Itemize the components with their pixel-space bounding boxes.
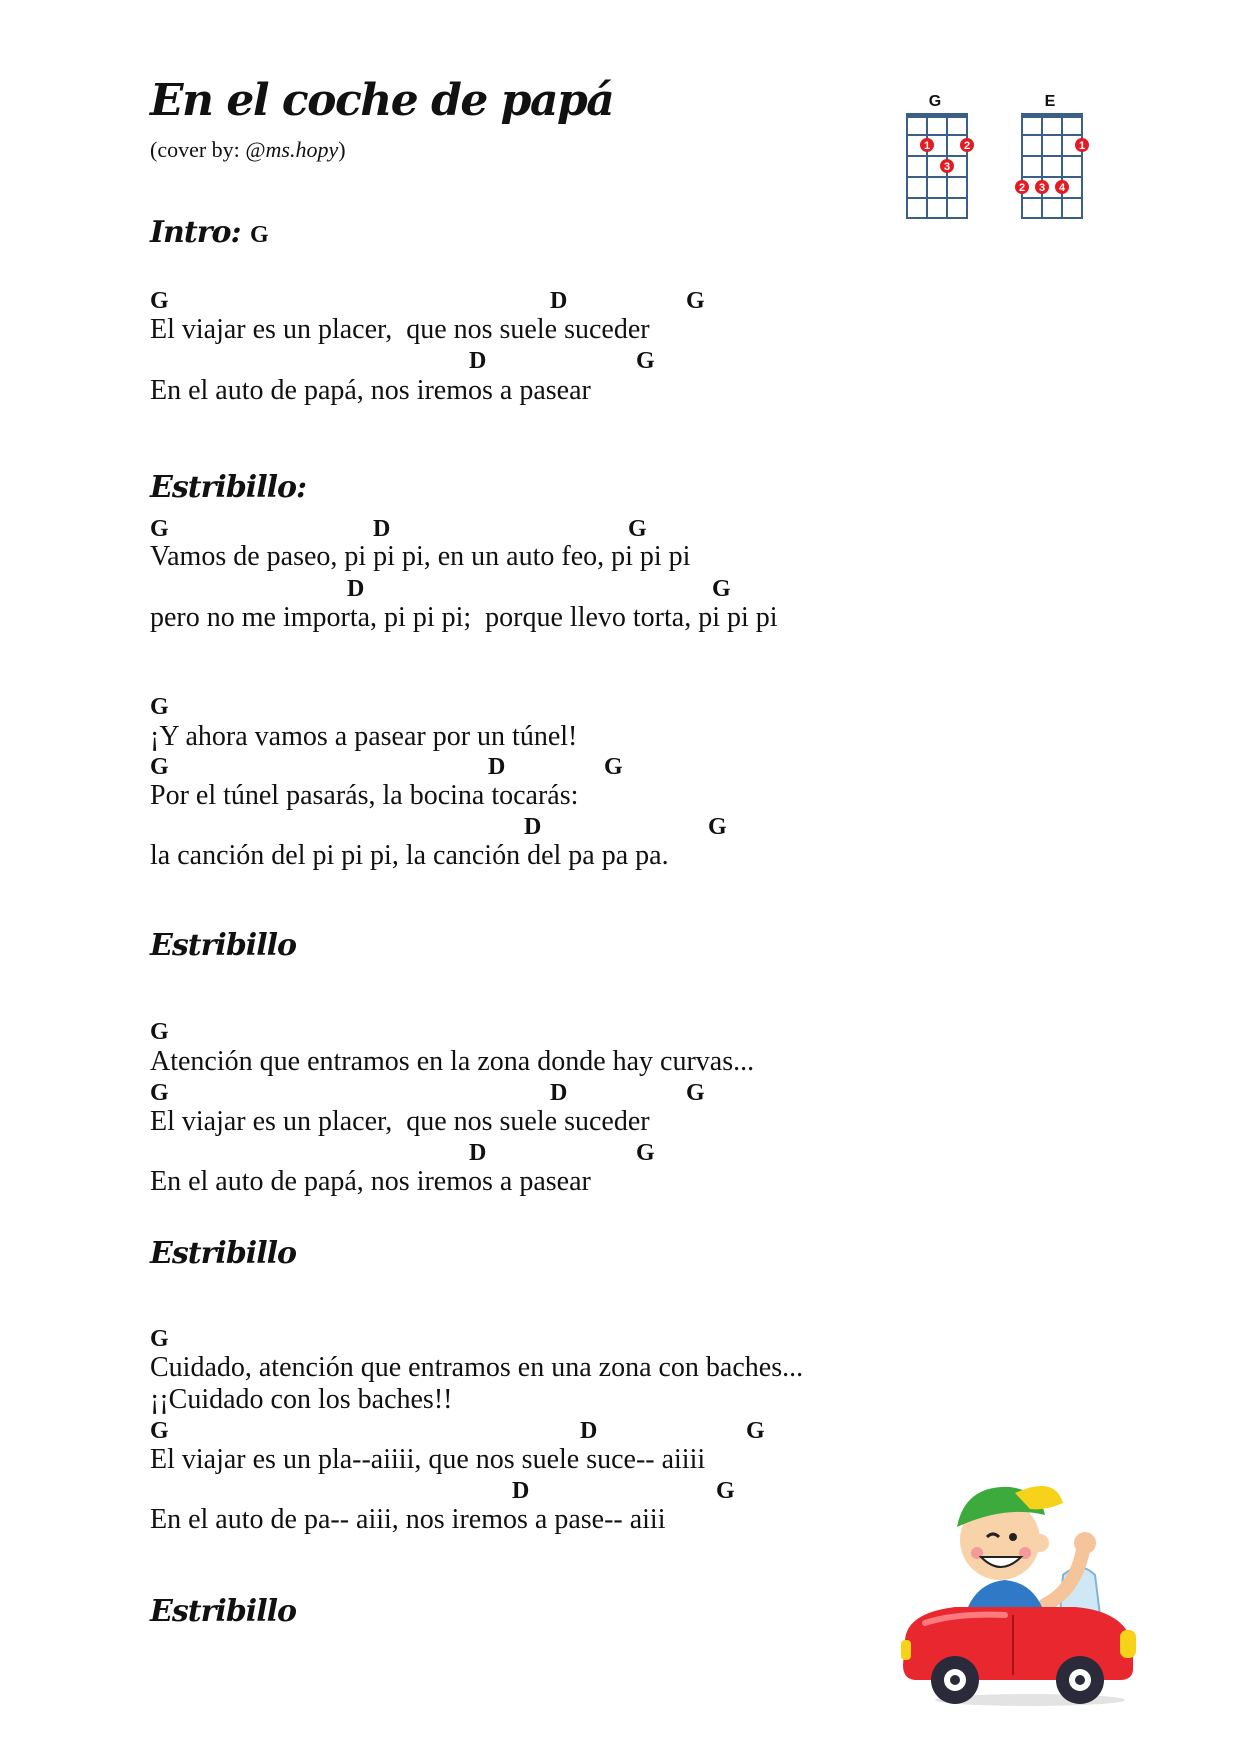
- chord: G: [150, 1019, 169, 1045]
- svg-text:2: 2: [1018, 182, 1026, 194]
- lyric-line: la canción del pi pi pi, la canción del pa pa pa.: [150, 840, 669, 871]
- chord: G: [686, 288, 705, 314]
- chord: G: [604, 754, 623, 780]
- chord-diagram-g: [900, 90, 980, 225]
- cover-credit: (cover by: @ms.hopy): [150, 137, 346, 162]
- chord: D: [580, 1418, 598, 1444]
- lyric-line: En el auto de pa-- aiii, nos iremos a pase-- aiii: [150, 1504, 666, 1535]
- chord: G: [712, 576, 731, 602]
- chord: G: [150, 1418, 169, 1444]
- lyric-line: Por el túnel pasarás, la bocina tocarás:: [150, 780, 579, 811]
- chord: D: [550, 288, 568, 314]
- chord-diagram-e: [1010, 90, 1100, 225]
- lyric-line: El viajar es un pla--aiiii, que nos suele suce-- aiiii: [150, 1444, 706, 1475]
- lyric-line: En el auto de papá, nos iremos a pasear: [150, 1166, 591, 1197]
- section-label-estribillo: Estribillo: [150, 1236, 296, 1271]
- lyric-line: Atención que entramos en la zona donde hay curvas...: [150, 1046, 755, 1077]
- chord: G: [150, 288, 169, 314]
- lyric-line: Vamos de paseo, pi pi pi, en un auto feo, pi pi pi: [150, 541, 691, 572]
- lyric-line: El viajar es un placer, que nos suele suceder: [150, 314, 650, 345]
- section-label-estribillo: Estribillo: [150, 928, 296, 963]
- chord: G: [150, 1326, 169, 1352]
- chord: G: [150, 516, 169, 542]
- finger-dot: [1015, 180, 1029, 194]
- finger-dot: [1055, 180, 1069, 194]
- intro-label: Intro: G: [150, 215, 269, 250]
- lyric-line: ¡Y ahora vamos a pasear por un túnel!: [150, 721, 578, 752]
- lyric-line: El viajar es un placer, que nos suele suceder: [150, 1106, 650, 1137]
- svg-text:1: 1: [1078, 140, 1086, 152]
- chord: G: [636, 348, 655, 374]
- finger-dot: [1035, 180, 1049, 194]
- svg-text:4: 4: [1058, 182, 1066, 194]
- song-title: En el coche de papá: [150, 75, 614, 126]
- chord: G: [708, 814, 727, 840]
- chord: G: [150, 694, 169, 720]
- svg-text:3: 3: [1038, 182, 1046, 194]
- cover-handle: @ms.hopy: [245, 137, 339, 162]
- chord-diagram-e-name: E: [1044, 93, 1056, 110]
- svg-text:3: 3: [943, 161, 951, 173]
- chord: D: [524, 814, 542, 840]
- intro-chord: G: [250, 222, 269, 248]
- svg-text:2: 2: [963, 140, 971, 152]
- chord: D: [469, 348, 487, 374]
- chord: G: [628, 516, 647, 542]
- chord: D: [550, 1080, 568, 1106]
- chord: D: [488, 754, 506, 780]
- chord: D: [512, 1478, 530, 1504]
- lyric-line: ¡¡Cuidado con los baches!!: [150, 1384, 453, 1415]
- finger-dot: [1075, 138, 1089, 152]
- finger-dot: [960, 138, 974, 152]
- chord: G: [150, 1080, 169, 1106]
- chord: D: [347, 576, 365, 602]
- kid-in-car-illustration: [895, 1465, 1155, 1715]
- chord: D: [373, 516, 391, 542]
- lyric-line: pero no me importa, pi pi pi; porque llevo torta, pi pi pi: [150, 602, 778, 633]
- chord: G: [746, 1418, 765, 1444]
- lyric-line: En el auto de papá, nos iremos a pasear: [150, 375, 591, 406]
- chord: G: [716, 1478, 735, 1504]
- finger-dot: [940, 159, 954, 173]
- chord: G: [686, 1080, 705, 1106]
- section-label-estribillo: Estribillo: [150, 1594, 296, 1629]
- finger-dot: [920, 138, 934, 152]
- svg-text:1: 1: [923, 140, 931, 152]
- lyric-line: Cuidado, atención que entramos en una zona con baches...: [150, 1352, 804, 1383]
- section-label-estribillo: Estribillo:: [150, 470, 307, 505]
- chord: G: [636, 1140, 655, 1166]
- chord: D: [469, 1140, 487, 1166]
- chord-diagram-g-name: G: [928, 93, 942, 110]
- chord: G: [150, 754, 169, 780]
